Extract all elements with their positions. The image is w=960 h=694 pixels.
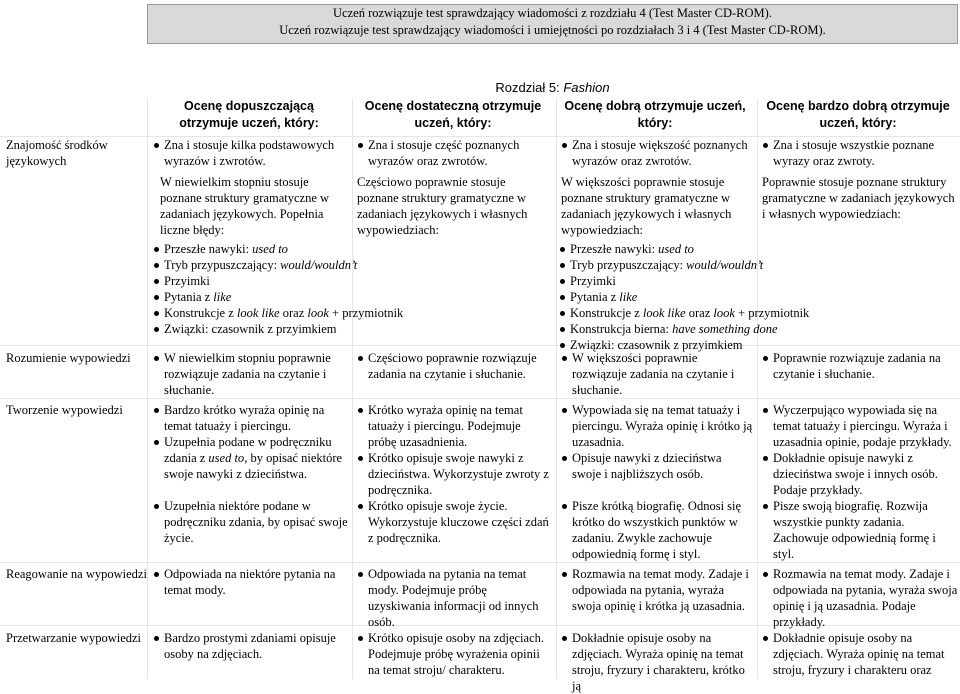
row-label-przetwarzanie: Przetwarzanie wypowiedzi xyxy=(6,631,142,645)
grammar-intro-text: Poprawnie stosuje poznane struktury gramatyczne w zadaniach językowych i własnych wypowiedziach: xyxy=(762,175,955,221)
list-item: Konstrukcja bierna: have something done xyxy=(559,321,929,337)
grammar-intro-text: W większości poprawnie stosuje poznane struktury gramatyczne w zadaniach językowych i własnych wypowiedziach: xyxy=(561,175,732,237)
list-item xyxy=(762,630,958,678)
list-item: Przeszłe nawyki: used to xyxy=(559,241,929,257)
divider xyxy=(352,98,353,679)
list-item: Wyczerpująco wypowiada się na temat tatuaży i piercingu. Wyraża i uzasadnia opinie, podaje przykłady. xyxy=(762,402,958,450)
list-item xyxy=(357,137,547,169)
list-item xyxy=(357,566,549,630)
criterion-text: Zna i stosuje wszystkie poznane wyrazy oraz zwroty. xyxy=(762,137,958,169)
grade-header-dobra: Ocenę dobrą otrzymuje uczeń, który: xyxy=(564,99,746,130)
divider xyxy=(757,98,758,679)
grade-header-dostateczna: Ocenę dostateczną otrzymuje uczeń, który: xyxy=(364,99,542,130)
criteria-list xyxy=(153,498,351,546)
chapter-prefix: Rozdział 5: xyxy=(495,80,564,95)
chapter-name: Fashion xyxy=(563,80,610,95)
list-item: Pisze swoją biografię. Rozwija wszystkie punkty zadania. Zachowuje odpowiednią formę i styl. xyxy=(762,498,958,562)
grammar-list-right xyxy=(559,241,929,353)
criteria-list xyxy=(561,498,753,562)
test-info-line-1: Uczeń rozwiązuje test sprawdzający wiadomości z rozdziału 4 (Test Master CD-ROM). xyxy=(333,6,772,20)
criterion-text: Poprawnie rozwiązuje zadania na czytanie i słuchanie. xyxy=(762,350,958,382)
list-item xyxy=(561,566,753,614)
list-item xyxy=(762,566,958,630)
list-item xyxy=(561,350,741,398)
list-item xyxy=(357,630,552,678)
list-item: Uzupełnia niektóre podane w podręczniku zdania, by opisać swoje życie. xyxy=(153,498,351,546)
criterion-text: Odpowiada na niektóre pytania na temat mody. xyxy=(153,566,349,598)
list-item: Konstrukcje z look like oraz look + przymiotnik xyxy=(153,305,513,321)
divider xyxy=(556,98,557,679)
list-item xyxy=(762,137,958,169)
grade-header-bardzo-dobra: Ocenę bardzo dobrą otrzymuje uczeń, który: xyxy=(766,99,950,130)
criteria-list xyxy=(153,402,343,482)
test-info-line-2: Uczeń rozwiązuje test sprawdzający wiadomości i umiejętności po rozdziałach 3 i 4 (Test Master CD-ROM). xyxy=(279,23,826,37)
list-item: Przeszłe nawyki: used to xyxy=(153,241,513,257)
criterion-text: Krótko opisuje osoby na zdjęciach. Podejmuje próbę wyrażenia opinii na temat stroju/ charakteru. xyxy=(357,630,552,678)
criteria-list xyxy=(561,402,753,482)
criteria-list xyxy=(762,498,958,562)
list-item: Bardzo krótko wyraża opinię na temat tatuaży i piercingu. xyxy=(153,402,343,434)
criterion-text: Rozmawia na temat mody. Zadaje i odpowiada na pytania, wyraża swoja opinię i krótka ją uzasadnia. xyxy=(561,566,753,614)
list-item: Tryb przypuszczający: would/wouldn’t xyxy=(153,257,513,273)
chapter-title xyxy=(147,80,958,97)
list-item: Krótko opisuje swoje życie. Wykorzystuje kluczowe części zdań z podręcznika. xyxy=(357,498,549,546)
criterion-text: Odpowiada na pytania na temat mody. Podejmuje próbę uzyskiwania informacji od innych osób. xyxy=(357,566,549,630)
row-label-znajomosc: Znajomość środków językowych xyxy=(6,138,108,168)
criterion-text: W większości poprawnie rozwiązuje zadania na czytanie i słuchanie. xyxy=(561,350,741,398)
criteria-list xyxy=(762,402,958,498)
grammar-list-left xyxy=(153,241,513,337)
test-info-box xyxy=(147,4,958,44)
list-item: Związki: czasownik z przyimkiem xyxy=(559,337,929,353)
divider xyxy=(147,98,148,679)
list-item xyxy=(357,350,549,382)
criterion-text: Częściowo poprawnie rozwiązuje zadania na czytanie i słuchanie. xyxy=(357,350,549,382)
list-item xyxy=(153,630,349,662)
criteria-list xyxy=(357,498,549,546)
divider xyxy=(0,398,960,399)
grammar-intro-text: W niewielkim stopniu stosuje poznane struktury gramatyczne w zadaniach językowych. Popełnia liczne błędy: xyxy=(160,175,330,237)
criterion-text: Rozmawia na temat mody. Zadaje i odpowiada na pytania, wyraża swoja opinię i ją uzasadnia. Podaje przykłady. xyxy=(762,566,958,630)
list-item: Przyimki xyxy=(559,273,929,289)
criterion-text: W niewielkim stopniu poprawnie rozwiązuje zadania na czytanie i słuchanie. xyxy=(153,350,343,398)
list-item xyxy=(561,630,755,693)
list-item: Przyimki xyxy=(153,273,513,289)
row-label-rozumienie: Rozumienie wypowiedzi xyxy=(6,351,131,365)
criterion-text: Dokładnie opisuje osoby na zdjęciach. Wyraża opinię na temat stroju, fryzury i charakteru oraz xyxy=(762,630,958,678)
list-item: Dokładnie opisuje nawyki z dzieciństwa swoje i innych osób. Podaje przykłady. xyxy=(762,450,958,498)
row-label-tworzenie: Tworzenie wypowiedzi xyxy=(6,403,123,417)
criterion-text: Bardzo prostymi zdaniami opisuje osoby na zdjęciach. xyxy=(153,630,349,662)
criterion-text: Zna i stosuje kilka podstawowych wyrazów i zwrotów. xyxy=(153,137,343,169)
list-item: Tryb przypuszczający: would/wouldn’t xyxy=(559,257,929,273)
grammar-intro-text: Częściowo poprawnie stosuje poznane struktury gramatyczne w zadaniach językowych i własnych wypowiedziach: xyxy=(357,175,528,237)
list-item: Związki: czasownik z przyimkiem xyxy=(153,321,513,337)
list-item: Pytania z like xyxy=(153,289,513,305)
list-item xyxy=(561,137,753,169)
list-item: Pisze krótką biografię. Odnosi się krótko do wszystkich punktów w zadaniu. Zwykle zachowuje odpowiednią formę i styl. xyxy=(561,498,753,562)
list-item: Opisuje nawyki z dzieciństwa swoje i najbliższych osób. xyxy=(561,450,753,482)
list-item xyxy=(153,137,343,169)
criterion-text: Dokładnie opisuje osoby na zdjęciach. Wyraża opinię na temat stroju, fryzury i charakteru, krótko ją xyxy=(561,630,755,694)
list-item: Krótko wyraża opinię na temat tatuaży i piercingu. Podejmuje próbę uzasadnienia. xyxy=(357,402,549,450)
grade-header-dopuszczajaca: Ocenę dopuszczającą otrzymuje uczeń, który: xyxy=(179,99,319,130)
criteria-list xyxy=(357,402,549,498)
list-item: Wypowiada się na temat tatuaży i piercingu. Wyraża opinię i krótko ją uzasadnia. xyxy=(561,402,753,450)
list-item xyxy=(762,350,958,382)
list-item: Pytania z like xyxy=(559,289,929,305)
criterion-text: Zna i stosuje część poznanych wyrazów oraz zwrotów. xyxy=(357,137,547,169)
list-item xyxy=(153,566,349,598)
criterion-text: Zna i stosuje większość poznanych wyrazów oraz zwrotów. xyxy=(561,137,753,169)
divider xyxy=(0,562,960,563)
row-label-reagowanie: Reagowanie na wypowiedzi xyxy=(6,567,147,581)
list-item xyxy=(153,350,343,398)
list-item: Uzupełnia podane w podręczniku zdania z used to, by opisać niektóre swoje nawyki z dzieciństwa. xyxy=(153,434,343,482)
list-item: Krótko opisuje swoje nawyki z dzieciństwa. Wykorzystuje zwroty z podręcznika. xyxy=(357,450,549,498)
list-item: Konstrukcje z look like oraz look + przymiotnik xyxy=(559,305,929,321)
